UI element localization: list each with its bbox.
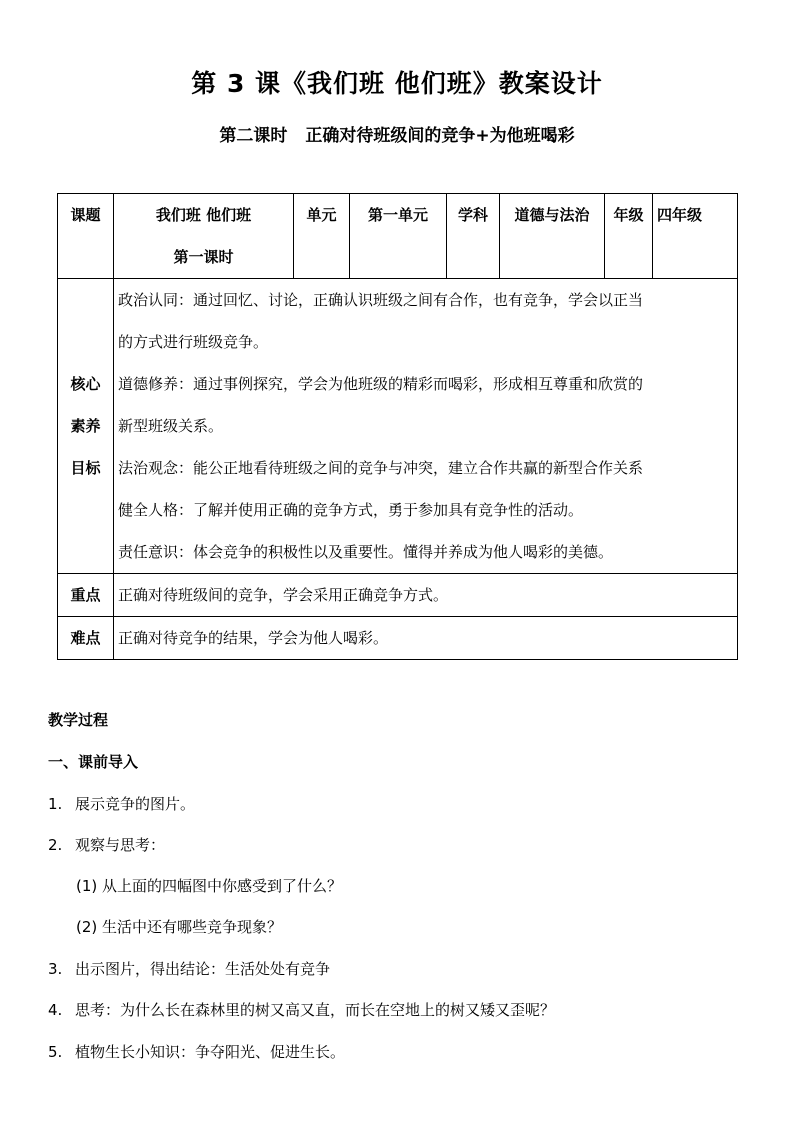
core-label-line: 目标: [70, 459, 101, 477]
core-goal-line: 法治观念：能公正地看待班级之间的竞争与冲突，建立合作共赢的新型合作关系: [118, 459, 644, 477]
core-goals-content: [114, 279, 738, 574]
sub-item: (1) 从上面的四幅图中你感受到了什么？: [76, 877, 343, 895]
grade-cell: 四年级: [653, 194, 738, 279]
lesson-subtitle: [0, 121, 794, 146]
sub-item: (2) 生活中还有哪些竞争现象？: [76, 918, 283, 936]
subject-cell: 道德与法治: [500, 194, 605, 279]
topic-name: 我们班 他们班: [155, 206, 252, 224]
item-text: 展示竞争的图片。: [75, 795, 196, 813]
grade-header: 年级: [605, 194, 653, 279]
teaching-process-heading: 教学过程: [48, 711, 109, 729]
unit-header: 单元: [294, 194, 350, 279]
list-item: [48, 834, 165, 855]
item-number: 1.: [48, 795, 63, 813]
core-goal-line: 道德修养：通过事例探究，学会为他班级的精彩而喝彩，形成相互尊重和欣赏的: [118, 375, 644, 393]
core-goal-line: 的方式进行班级竞争。: [118, 333, 269, 351]
key-points-text: 正确对待班级间的竞争，学会采用正确竞争方式。: [114, 574, 738, 617]
item-number: 4.: [48, 1001, 63, 1019]
core-goal-line: 新型班级关系。: [118, 417, 224, 435]
item-number: 5.: [48, 1043, 63, 1061]
difficulties-row: [58, 617, 738, 660]
list-item: [48, 958, 330, 979]
table-header-row: [58, 194, 738, 279]
list-item: [48, 1041, 345, 1062]
difficulties-label: 难点: [58, 617, 114, 660]
section-intro-heading: 一、课前导入: [48, 753, 139, 771]
unit-cell: 第一单元: [350, 194, 447, 279]
item-number: 2.: [48, 836, 63, 854]
core-goal-line: 健全人格：了解并使用正确的竞争方式，勇于参加具有竞争性的活动。: [118, 501, 584, 519]
topic-cell: [114, 194, 294, 279]
core-goal-line: 责任意识：体会竞争的积极性以及重要性。懂得并养成为他人喝彩的美德。: [118, 543, 614, 561]
lesson-info-table: [57, 193, 738, 660]
core-goals-row: [58, 279, 738, 574]
topic-period: 第一课时: [173, 248, 234, 266]
item-text: 植物生长小知识：争夺阳光、促进生长。: [75, 1043, 346, 1061]
subtitle-topic: 正确对待班级间的竞争+为他班喝彩: [305, 126, 575, 146]
core-goal-line: 政治认同：通过回忆、讨论，正确认识班级之间有合作，也有竞争，学会以正当: [118, 291, 644, 309]
core-goals-label: [58, 279, 114, 574]
item-text: 出示图片，得出结论：生活处处有竞争: [75, 960, 331, 978]
item-text: 思考：为什么长在森林里的树又高又直，而长在空地上的树又矮又歪呢？: [75, 1001, 556, 1019]
subject-header: 学科: [447, 194, 500, 279]
document-title: 第 3 课《我们班 他们班》教案设计: [191, 69, 603, 98]
core-label-line: 核心: [70, 375, 101, 393]
topic-header: 课题: [58, 194, 114, 279]
item-text: 观察与思考：: [75, 836, 166, 854]
key-points-label: 重点: [58, 574, 114, 617]
list-item: [48, 999, 555, 1020]
item-number: 3.: [48, 960, 63, 978]
key-points-row: [58, 574, 738, 617]
subtitle-period: 第二课时: [219, 126, 288, 146]
list-item: [48, 793, 195, 814]
difficulties-text: 正确对待竞争的结果，学会为他人喝彩。: [114, 617, 738, 660]
core-label-line: 素养: [70, 417, 101, 435]
